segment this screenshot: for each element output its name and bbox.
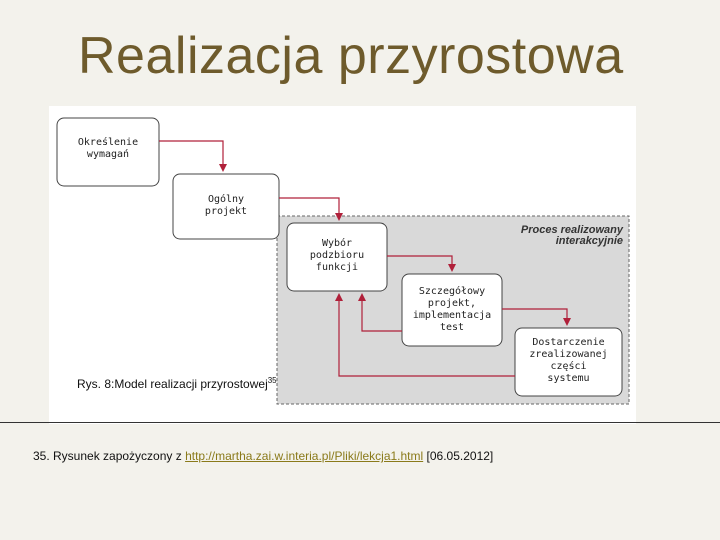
figure-caption-text: Rys. 8:Model realizacji przyrostowej	[77, 377, 268, 391]
label-dostarczenie: Dostarczenie zrealizowanej części systemu	[529, 337, 608, 384]
label-okreslenie-wymagan: Określenie wymagań	[77, 137, 139, 160]
figure-caption-ref: 35	[267, 376, 277, 385]
figure-caption	[77, 376, 277, 391]
arrow-okreslenie-to-ogolny	[159, 141, 223, 170]
label-wybor-podzbioru: Wybór podzbioru funkcji	[309, 238, 365, 273]
process-label: Proces realizowany interakcyjnie	[520, 224, 623, 247]
footnote-link[interactable]: http://martha.zai.w.interia.pl/Pliki/lekcja1.html	[185, 449, 424, 463]
diagram-panel	[49, 106, 636, 424]
footnote-suffix: [06.05.2012]	[423, 449, 494, 463]
label-ogolny-projekt: Ogólny projekt	[204, 194, 248, 217]
footnote-prefix: 35. Rysunek zapożyczony z	[33, 449, 186, 463]
footnote	[33, 449, 493, 463]
divider-line	[0, 422, 720, 423]
label-szczegolowy-projekt: Szczegółowy projekt, implementacja test	[412, 286, 492, 333]
slide-title: Realizacja przyrostowa	[78, 27, 624, 85]
